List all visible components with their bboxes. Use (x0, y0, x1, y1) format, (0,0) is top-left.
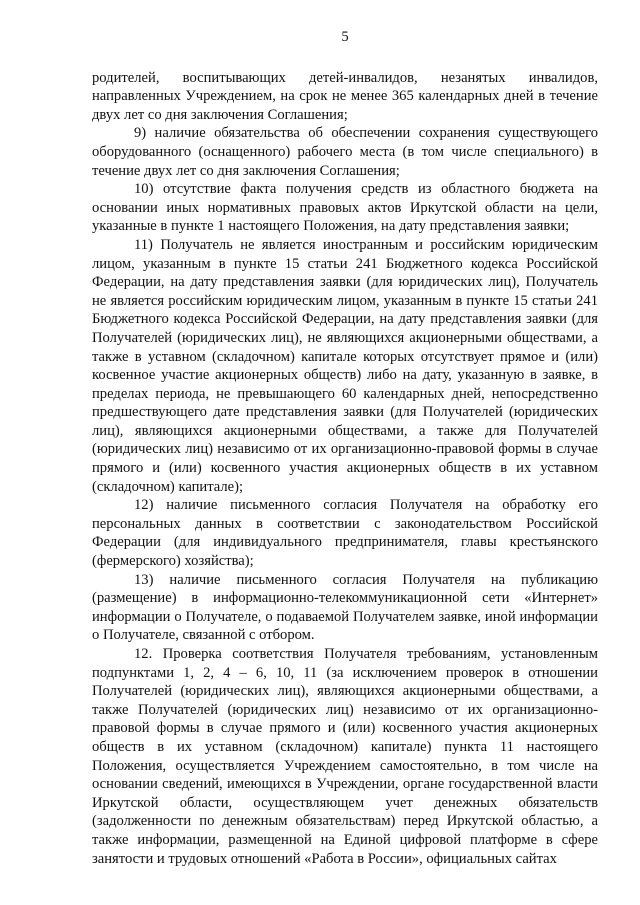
paragraph-item-9: 9) наличие обязательства об обеспечении сохранения существующего оборудованного (оснащенного) рабочего места (в том числе специального) в течение двух лет со дня заключения Соглашения; (92, 125, 598, 179)
page-number: 5 (341, 29, 349, 45)
paragraph-item-10: 10) отсутствие факта получения средств из областного бюджета на основании иных нормативных правовых актов Иркутской области на цели, указанные в пункте 1 настоящего Положения, на дату представления заявки; (92, 181, 598, 235)
paragraph-item-13: 13) наличие письменного согласия Получателя на публикацию (размещение) в информационно-телекоммуникационной сети «Интернет» информации о Получателе, о подаваемой Получателем заявке, иной информации о Получателе, связанной с отбором. (92, 571, 598, 644)
document-page (92, 28, 598, 868)
paragraph-item-11: 11) Получатель не является иностранным и российским юридическим лицом, указанным в пункте 15 статьи 241 Бюджетного кодекса Российской Федерации, на дату представления заявки (для юридических лиц), Получатель не является российским юридическим лицом, указанным в пункте 15 статьи 241 Бюджетного кодекса Российской Федерации, на дату представления заявки (для Получателей (юридических лиц), не являющихся акционерными обществами, а также в уставном (складочном) капитале которых отсутствует прямое и (или) косвенное участие акционерных обществ) либо на дату, указанную в заявке, в пределах периода, не превышающего 60 календарных дней, непосредственно предшествующего дате представления заявки (для Получателей (юридических лиц), являющихся акционерными обществами, а также для Получателей (юридических лиц) независимо от их организационно-правовой формы в случае прямого и (или) косвенного участия акционерных обществ в их уставном (складочном) капитале); (92, 236, 598, 495)
paragraph-item-12: 12) наличие письменного согласия Получателя на обработку его персональных данных в соответствии с законодательством Российской Федерации (для индивидуального предпринимателя, главы крестьянского (фермерского) хозяйства); (92, 497, 598, 570)
paragraph-section-12: 12. Проверка соответствия Получателя требованиям, установленным подпунктами 1, 2, 4 – 6, 10, 11 (за исключением проверок в отношении Получателей (юридических лиц), являющихся акционерными обществами, а также Получателей (юридических лиц) независимо от их организационно-правовой формы в случае прямого и (или) косвенного участия акционерных обществ в их уставном (складочном) капитале) пункта 11 настоящего Положения, осуществляется Учреждением самостоятельно, в том числе на основании сведений, имеющихся в Учреждении, органе государственной власти Иркутской области, осуществляющем учет денежных обязательств (задолженности по денежным обязательствам) перед Иркутской областью, а также информации, размещенной на Единой цифровой платформе в сфере занятости и трудовых отношений «Работа в России», официальных сайтах (92, 646, 598, 867)
paragraph-continuation: родителей, воспитывающих детей-инвалидов, незанятых инвалидов, направленных Учреждением, на срок не менее 365 календарных дней в течение двух лет со дня заключения Соглашения; (92, 69, 598, 123)
